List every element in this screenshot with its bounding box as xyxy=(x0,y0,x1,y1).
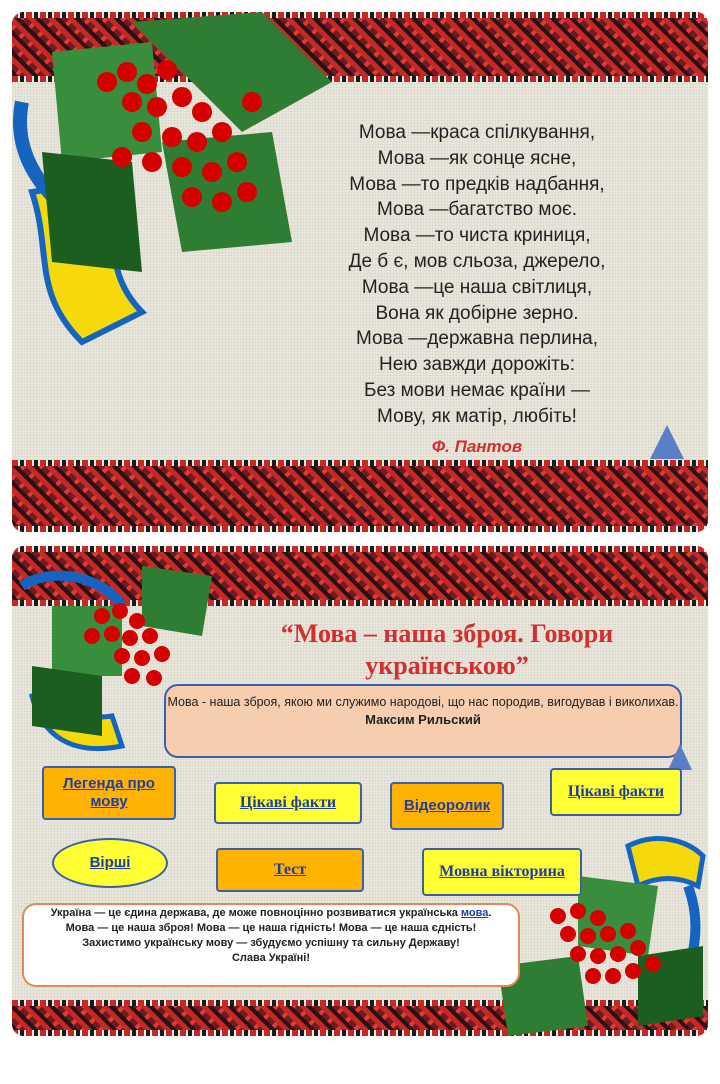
video-button[interactable]: Відеоролик xyxy=(390,782,504,830)
viburnum-decoration-icon xyxy=(12,12,352,352)
quiz-button[interactable]: Мовна вікторина xyxy=(422,848,582,896)
poem-line: Мова —багатство моє. xyxy=(376,199,578,221)
quote-author: Максим Рильский xyxy=(365,712,481,727)
legend-button[interactable]: Легенда про мову xyxy=(42,766,176,820)
poem-slide xyxy=(12,12,708,532)
facts-button-2[interactable]: Цікаві факти xyxy=(550,768,682,816)
poem-line: Мова —це наша світлиця, xyxy=(361,276,593,298)
poem-line: Мова —державна перлина, xyxy=(355,328,599,350)
info-line-2: Мова — це наша зброя! Мова — це наша гідність! Мова — це наша єдність! xyxy=(65,922,477,934)
slide-title xyxy=(212,618,682,682)
quote-box xyxy=(164,684,682,758)
poem-line: Мова —краса спілкування, xyxy=(358,122,596,143)
poem-line: Мова —то чиста криниця, xyxy=(363,225,591,247)
menu-slide xyxy=(12,546,708,1036)
poem-line: Вона як добірне зерно. xyxy=(375,302,579,324)
poem-text xyxy=(312,120,642,459)
triangle-nav-icon[interactable] xyxy=(650,425,684,459)
test-button[interactable]: Тест xyxy=(216,848,364,892)
poem-line: Без мови немає країни — xyxy=(364,379,590,401)
triangle-nav-icon[interactable] xyxy=(668,744,692,770)
quote-text: Мова - наша зброя, якою ми служимо народові, що нас породив, вигодував і виколихав. xyxy=(167,695,679,709)
poem-line: Де б є, мов сльоза, джерело, xyxy=(348,250,606,272)
poems-button[interactable]: Вірші xyxy=(52,838,168,888)
poem-line: Мову, як матір, любіть! xyxy=(377,405,577,427)
poem-line: Мова —то предків надбання, xyxy=(349,173,605,195)
poem-line: Мова —як сонце ясне, xyxy=(377,147,577,169)
facts-button[interactable]: Цікаві факти xyxy=(214,782,362,824)
poem-author: Ф. Пантов xyxy=(431,436,523,456)
info-text: . xyxy=(488,907,492,919)
info-line-3: Захистимо українську мову — збудуємо успішну та сильну Державу! xyxy=(82,937,460,949)
slide-title-line2: українською” xyxy=(365,651,529,680)
info-text: Україна — це єдина держава, де може повноцінно розвиватися українська xyxy=(50,907,461,919)
embroidery-border-bottom xyxy=(12,460,708,532)
poem-line: Нею завжди дорожіть: xyxy=(378,354,576,376)
info-box xyxy=(22,903,520,987)
mova-link[interactable]: мова xyxy=(460,907,489,919)
info-line-4: Слава Україні! xyxy=(231,952,311,964)
slide-title-line1: “Мова – наша зброя. Говори xyxy=(280,619,614,648)
info-line-1 xyxy=(24,906,518,921)
ribbon-icon xyxy=(628,839,703,886)
